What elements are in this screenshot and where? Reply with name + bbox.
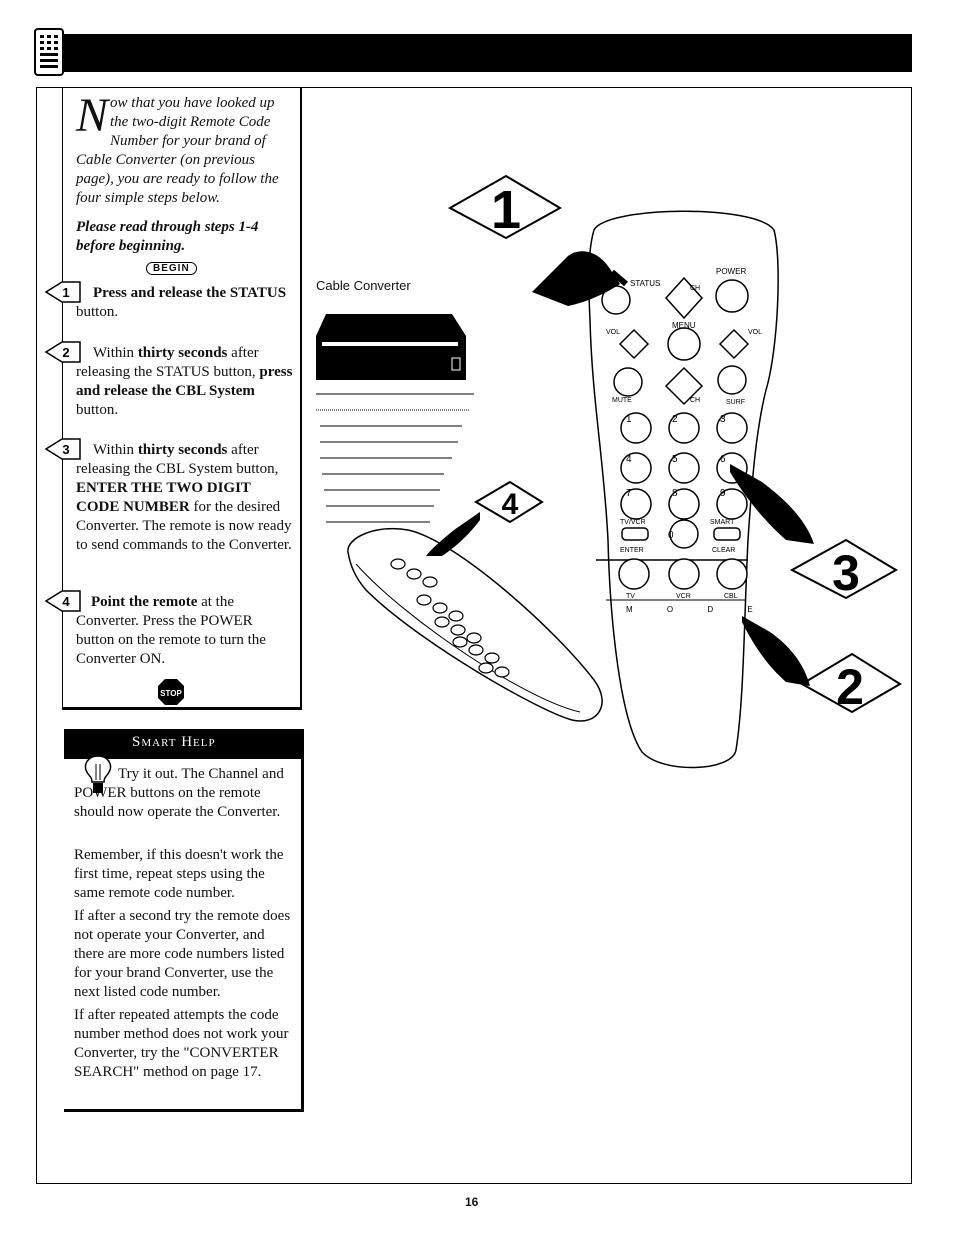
smart-help-paragraph-3: If after a second try the remote does not operate your Converter, and there are more code numbers listed for your brand Converter, use the next listed code number. (74, 908, 291, 1000)
callout-4-icon (474, 478, 546, 526)
step-2-number: 2 (62, 345, 70, 360)
surf-label: SURF (726, 399, 746, 406)
vcr-mode-label: VCR (676, 593, 691, 600)
step-4-text: Point the remote at the Converter. Press the POWER button on the remote to turn the Converter ON. (76, 594, 266, 667)
step-3-number: 3 (62, 442, 70, 457)
hand-pointer-4-icon (424, 508, 484, 558)
smart-help-title: Smart Help (132, 734, 216, 750)
smart-help-paragraph-4: If after repeated attempts the code number method does not work your Converter, try the "CONVERTER SEARCH" method on page 17. (74, 1007, 289, 1080)
status-label: STATUS (630, 279, 661, 288)
vol-left-label: VOL (606, 329, 621, 336)
header-bar (38, 34, 912, 72)
tv-mode-label: TV (626, 593, 635, 600)
smart-label: SMART (710, 519, 735, 526)
stop-label: STOP (160, 689, 182, 698)
step-2-text: Within thirty seconds after releasing the STATUS button, press and release the CBL System button. (76, 345, 293, 418)
power-label: POWER (716, 267, 747, 276)
cable-converter-label: Cable Converter (316, 278, 411, 293)
vol-right-label: VOL (748, 329, 763, 336)
stop-sign-icon (157, 678, 185, 706)
ch-down-label: CH (690, 397, 701, 404)
digit-6: 6 (720, 454, 726, 465)
step-1-text: Press and release the STATUS button. (76, 285, 287, 320)
drop-cap: N (76, 89, 109, 142)
hand-pointer-3-icon (728, 460, 818, 550)
intro-note: Please read through steps 1-4 before beginning. (76, 219, 259, 254)
callout-2-number: 2 (836, 659, 864, 715)
digit-3: 3 (720, 414, 726, 425)
mute-label: MUTE (612, 397, 632, 404)
digit-5: 5 (672, 454, 678, 465)
smart-help-paragraph-2: Remember, if this doesn't work the first time, repeat steps using the same remote code number. (74, 847, 284, 901)
step-4-number: 4 (62, 594, 70, 609)
tvvcr-label: TV/VCR (620, 519, 646, 526)
step-1-number: 1 (62, 285, 70, 300)
hand-pointer-2-icon (740, 612, 816, 692)
callout-3-number: 3 (832, 545, 860, 601)
digit-8: 8 (672, 488, 678, 499)
intro-paragraph (76, 89, 296, 208)
intro-text: ow that you have looked up the two-digit Remote Code Number for your brand of Cable Converter (on previous page), you are ready to follow the four simple steps below. (76, 95, 279, 206)
cable-converter-illustration (312, 306, 482, 536)
digit-0: 0 (668, 530, 674, 541)
digit-9: 9 (720, 488, 726, 499)
hand-pointer-1-icon (528, 232, 628, 312)
callout-4-number: 4 (501, 488, 519, 521)
cbl-mode-label: CBL (724, 593, 738, 600)
digit-2: 2 (672, 414, 678, 425)
begin-badge: BEGIN (146, 262, 197, 275)
ch-up-label: CH (690, 285, 701, 292)
menu-label: MENU (672, 321, 696, 330)
smart-help-paragraph-1: Try it out. The Channel and POWER buttons on the remote should now operate the Converter. (74, 766, 284, 820)
mode-label: M O D E (626, 605, 769, 614)
page-number: 16 (465, 1195, 479, 1209)
step-3-text: Within thirty seconds after releasing the CBL System button, ENTER THE TWO DIGIT CODE NUMBER for the desired Converter. The remote is now ready to send commands to the Converter. (76, 442, 292, 553)
callout-1-number: 1 (490, 180, 522, 240)
enter-label: ENTER (620, 547, 644, 554)
clear-label: CLEAR (712, 547, 736, 554)
digit-1: 1 (626, 414, 632, 425)
digit-7: 7 (626, 488, 632, 499)
remote-control-icon (34, 28, 64, 76)
digit-4: 4 (626, 454, 632, 465)
